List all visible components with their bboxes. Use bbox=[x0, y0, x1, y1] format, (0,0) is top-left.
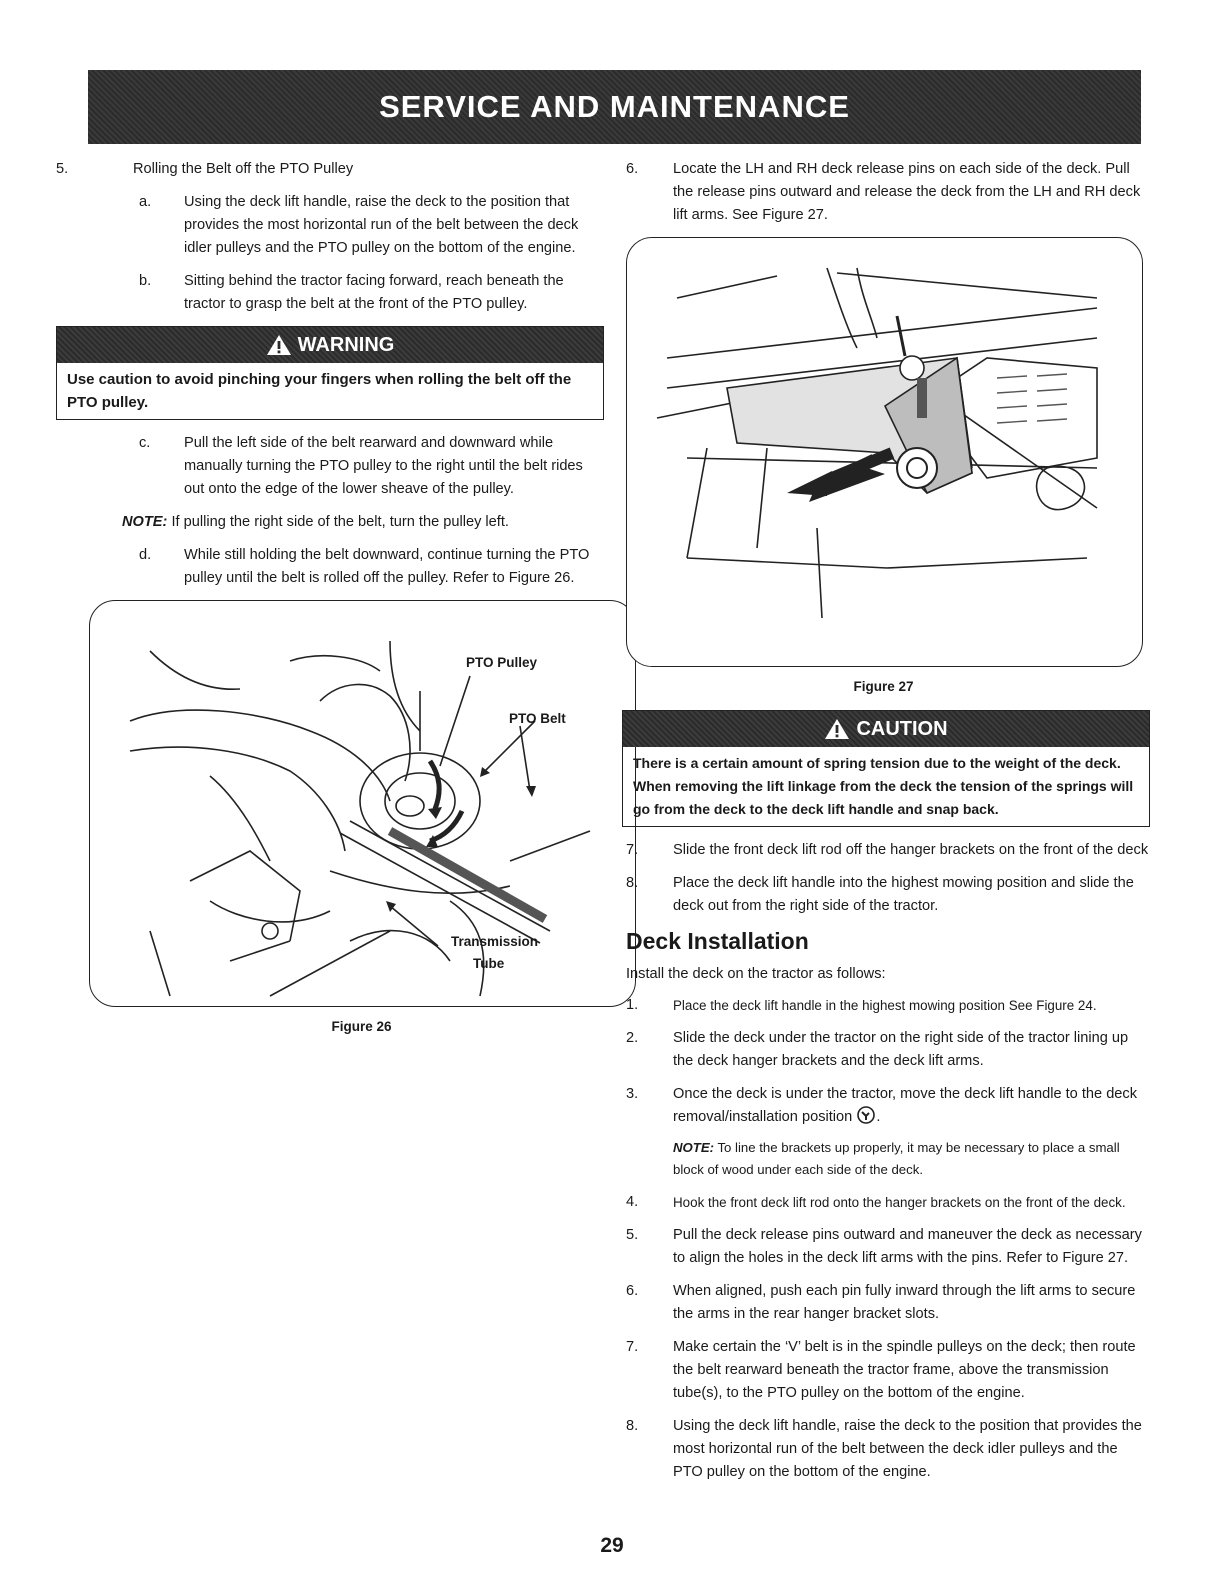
left-column bbox=[56, 158, 604, 1050]
step-text: While still holding the belt downward, continue turning the PTO pulley until the belt is rolled off the pulley. Refer to Figure 26. bbox=[184, 547, 590, 586]
warning-title: WARNING bbox=[297, 333, 395, 356]
note-text: To line the brackets up properly, it may be necessary to place a small block of wood under each side of the deck. bbox=[673, 1140, 1120, 1177]
install-step-6 bbox=[620, 1280, 1150, 1326]
step-number: 7. bbox=[626, 842, 639, 858]
step-number: 7. bbox=[626, 1339, 639, 1355]
install-step-8 bbox=[620, 1415, 1150, 1484]
note-label: NOTE: bbox=[122, 514, 168, 530]
step-text: When aligned, push each pin fully inward through the lift arms to secure the arms in the rear hanger bracket slots. bbox=[673, 1283, 1136, 1322]
note-text: If pulling the right side of the belt, turn the pulley left. bbox=[167, 514, 509, 530]
figure-26-label-transmission: Transmission bbox=[451, 934, 539, 949]
warning-triangle-icon bbox=[266, 334, 292, 356]
install-step-1 bbox=[620, 994, 1150, 1017]
step-5 bbox=[56, 158, 604, 181]
step-number: a. bbox=[139, 194, 152, 210]
install-step-5 bbox=[620, 1224, 1150, 1270]
figure-27-caption: Figure 27 bbox=[853, 679, 914, 694]
warning-text: Use caution to avoid pinching your fingers when rolling the belt off the PTO pulley. bbox=[67, 371, 572, 411]
step-5a bbox=[56, 191, 604, 260]
step-number: 6. bbox=[626, 1283, 639, 1299]
caution-text: There is a certain amount of spring tension due to the weight of the deck. When removing the lift linkage from the deck the tension of the springs will go from the deck to the deck lift handle and snap back. bbox=[633, 755, 1134, 817]
step-5b bbox=[56, 270, 604, 316]
figure-27-frame bbox=[626, 237, 1143, 667]
step-text: Using the deck lift handle, raise the deck to the position that provides the most horizontal run of the belt between the deck idler pulleys and the PTO pulley on the bottom of the engine. bbox=[673, 1418, 1142, 1480]
step-number: 8. bbox=[626, 875, 639, 891]
figure-26-caption: Figure 26 bbox=[331, 1019, 392, 1034]
step-number: 2. bbox=[626, 1030, 639, 1046]
step-text: Place the deck lift handle into the highest mowing position and slide the deck out from the right side of the tractor. bbox=[673, 875, 1134, 914]
step-6 bbox=[620, 158, 1150, 227]
install-step-2 bbox=[620, 1027, 1150, 1073]
step-text: Slide the deck under the tractor on the right side of the tractor lining up the deck hanger brackets and the deck lift arms. bbox=[673, 1030, 1129, 1069]
step-text: Sitting behind the tractor facing forward, reach beneath the tractor to grasp the belt at the front of the PTO pulley. bbox=[184, 273, 564, 312]
step-text: Locate the LH and RH deck release pins on each side of the deck. Pull the release pins outward and release the deck from the LH and RH deck lift arms. See Figure 27. bbox=[673, 161, 1141, 223]
step-text: Pull the deck release pins outward and maneuver the deck as necessary to align the holes in the deck lift arms with the pins. Refer to Figure 27. bbox=[673, 1227, 1142, 1266]
step-number: c. bbox=[139, 435, 151, 451]
step-text: Rolling the Belt off the PTO Pulley bbox=[133, 161, 354, 177]
step-text: Place the deck lift handle in the highest mowing position See Figure 24. bbox=[673, 998, 1097, 1013]
note-label: NOTE: bbox=[673, 1140, 715, 1155]
step-8 bbox=[620, 872, 1150, 918]
step-text: Pull the left side of the belt rearward and downward while manually turning the PTO pulley to the right until the belt rides out onto the edge of the lower sheave of the pulley. bbox=[184, 435, 583, 497]
page-header-title: SERVICE AND MAINTENANCE bbox=[379, 89, 850, 124]
deck-installation-heading: Deck Installation bbox=[626, 928, 809, 954]
install-note bbox=[673, 1137, 1150, 1181]
step-5c bbox=[56, 432, 604, 501]
page-number: 29 bbox=[600, 1534, 624, 1557]
figure-26-illustration bbox=[90, 601, 635, 1006]
figure-26-label-pto-pulley: PTO Pulley bbox=[466, 655, 538, 670]
install-step-3 bbox=[620, 1083, 1150, 1129]
step-number: 1. bbox=[626, 997, 639, 1013]
step-text bbox=[673, 1083, 1150, 1129]
right-column bbox=[620, 158, 1150, 1494]
figure-26-label-tube: Tube bbox=[473, 956, 505, 971]
step-number: d. bbox=[139, 547, 152, 563]
deck-installation-intro: Install the deck on the tractor as follows: bbox=[626, 966, 886, 982]
warning-header bbox=[57, 327, 603, 363]
wrench-position-icon bbox=[856, 1106, 876, 1124]
step-text-body: Once the deck is under the tractor, move the deck lift handle to the deck removal/installation position bbox=[673, 1086, 1138, 1125]
step-number: 6. bbox=[626, 161, 639, 177]
step-number: 4. bbox=[626, 1194, 639, 1210]
caution-title: CAUTION bbox=[856, 717, 948, 740]
step-number: b. bbox=[139, 273, 152, 289]
step-number: 3. bbox=[626, 1086, 639, 1102]
note bbox=[122, 511, 604, 534]
step-5d bbox=[56, 544, 604, 590]
caution-triangle-icon bbox=[824, 718, 850, 740]
step-number: 8. bbox=[626, 1418, 639, 1434]
page-header-banner bbox=[88, 70, 1141, 144]
figure-26-frame bbox=[89, 600, 639, 1007]
figure-26-label-pto-belt: PTO Belt bbox=[509, 711, 566, 726]
step-number: 5. bbox=[56, 161, 69, 177]
step-text: Slide the front deck lift rod off the hanger brackets on the front of the deck bbox=[673, 842, 1149, 858]
step-7 bbox=[620, 839, 1150, 862]
install-step-4 bbox=[620, 1191, 1150, 1214]
step-text: Using the deck lift handle, raise the deck to the position that provides the most horizontal run of the belt between the deck idler pulleys and the PTO pulley on the bottom of the engine. bbox=[184, 194, 579, 256]
figure-27-illustration bbox=[627, 238, 1142, 666]
caution-header bbox=[623, 711, 1149, 747]
install-step-7 bbox=[620, 1336, 1150, 1405]
step-text: Make certain the ‘V’ belt is in the spindle pulleys on the deck; then route the belt rearward beneath the tractor frame, above the transmission tube(s), to the PTO pulley on the bottom of the engine. bbox=[673, 1339, 1136, 1401]
step-text-end: . bbox=[876, 1109, 881, 1125]
step-text: Hook the front deck lift rod onto the hanger brackets on the front of the deck. bbox=[673, 1195, 1126, 1210]
step-number: 5. bbox=[626, 1227, 639, 1243]
warning-box bbox=[56, 326, 604, 420]
caution-box bbox=[622, 710, 1150, 827]
